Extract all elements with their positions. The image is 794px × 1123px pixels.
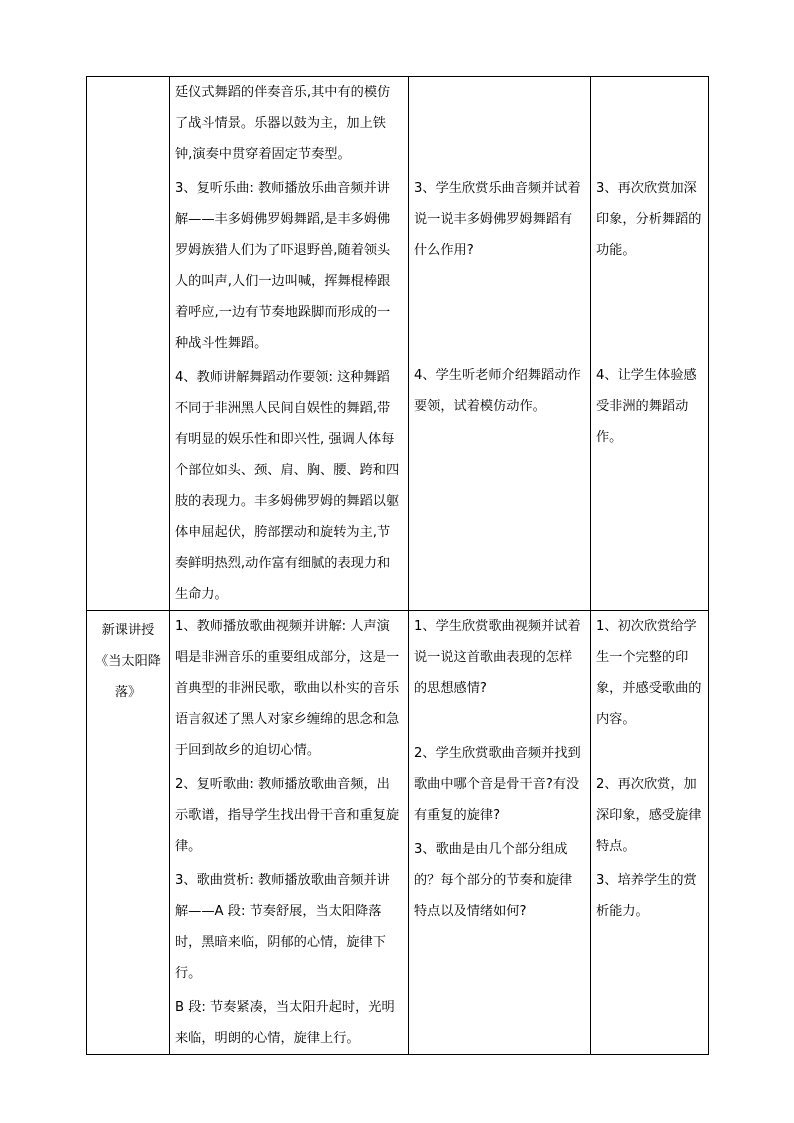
teacher-paragraph: 1、教师播放歌曲视频并讲解: 人声演唱是非洲音乐的重要组成部分，这是一首典型的非洲民歌，歌曲以朴实的音乐语言叙述了黑人对家乡缠绵的思念和急于回到故乡的迫切心情。 <box>175 619 400 758</box>
teacher-paragraph: 4、教师讲解舞蹈动作要领: 这种舞蹈不同于非洲黑人民间自娱性的舞蹈,带有明显的娱乐性和即兴性, 强调人体每个部位如头、颈、肩、胸、腰、跨和四肢的表现力。丰多姆佛罗姆的舞蹈以躯体申屈起伏，胯部摆动和旋转为主,节奏鲜明热烈,动作富有细腻的表现力和生命力。 <box>175 370 400 602</box>
purpose-paragraph: 2、再次欣赏，加深印象，感受旋律特点。 <box>596 777 702 854</box>
teacher-activity-cell <box>170 77 409 611</box>
student-paragraph: 4、学生听老师介绍舞蹈动作要领，试着模仿动作。 <box>414 368 581 414</box>
teacher-paragraph: 3、歌曲赏析: 教师播放歌曲音频并讲解——A 段: 节奏舒展，当太阳降落时，黑暗来临，阴郁的心情，旋律下行。 <box>175 873 390 981</box>
purpose-cell <box>591 77 709 611</box>
student-activity-cell <box>409 611 591 1055</box>
student-paragraph: 2、学生欣赏歌曲音频并找到歌曲中哪个音是骨干音?有没有重复的旋律? <box>414 746 581 823</box>
teacher-paragraph: B 段: 节奏紧凑，当太阳升起时，光明来临，明朗的心情，旋律上行。 <box>175 1000 395 1046</box>
purpose-cell <box>591 611 709 1055</box>
teacher-paragraph: 2、复听歌曲: 教师播放歌曲音频，出示歌谱，指导学生找出骨干音和重复旋律。 <box>175 777 400 854</box>
teacher-paragraph: 廷仪式舞蹈的伴奏音乐,其中有的模仿了战斗情景。乐器以鼓为主，加上铁钟,演奏中贯穿着固定节奏型。 <box>175 85 391 162</box>
lesson-plan-table <box>86 76 709 1055</box>
table-row <box>87 611 709 1055</box>
teacher-activity-cell <box>170 611 409 1055</box>
section-label: 新课讲授《当太阳降落》 <box>95 623 161 700</box>
section-cell <box>87 77 170 611</box>
student-paragraph: 3、歌曲是由几个部分组成的？每个部分的节奏和旋律特点以及情绪如何? <box>414 842 573 919</box>
table-row <box>87 77 709 611</box>
student-activity-cell <box>409 77 591 611</box>
purpose-paragraph: 3、培养学生的赏析能力。 <box>596 873 697 919</box>
student-paragraph: 3、学生欣赏乐曲音频并试着说一说丰多姆佛罗姆舞蹈有什么作用? <box>414 181 581 258</box>
teacher-paragraph: 3、复听乐曲: 教师播放乐曲音频并讲解——丰多姆佛罗姆舞蹈,是丰多姆佛罗姆族猎人们为了吓退野兽,随着领头人的叫声,人们一边叫喊，挥舞棍棒跟着呼应,一边有节奏地跺脚而形成的一种战斗性舞蹈。 <box>175 181 391 351</box>
section-cell <box>87 611 170 1055</box>
purpose-paragraph: 3、再次欣赏加深印象，分析舞蹈的功能。 <box>596 181 702 258</box>
student-paragraph: 1、学生欣赏歌曲视频并试着说一说这首歌曲表现的怎样的思想感情? <box>414 619 581 696</box>
purpose-paragraph: 1、初次欣赏给学生一个完整的印象，并感受歌曲的内容。 <box>596 619 702 727</box>
purpose-paragraph: 4、让学生体验感受非洲的舞蹈动作。 <box>596 368 697 445</box>
